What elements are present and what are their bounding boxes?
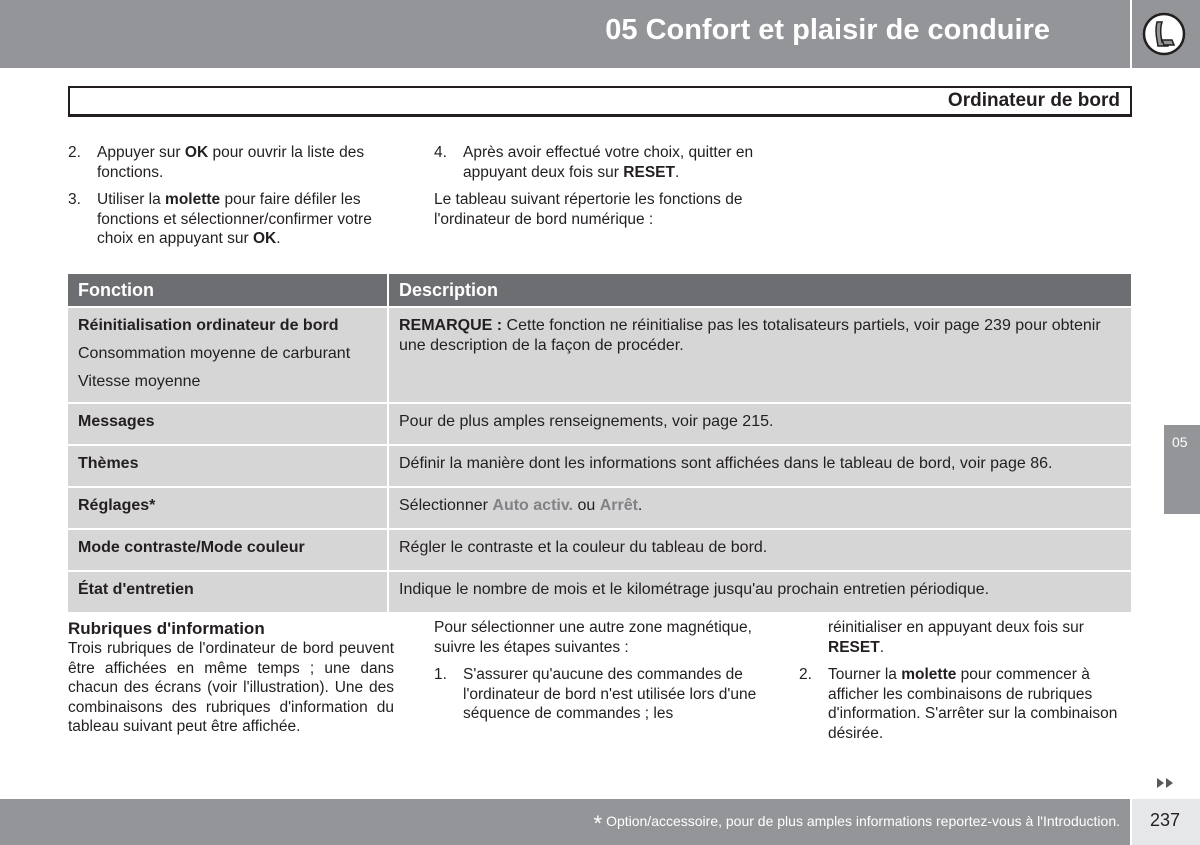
function-cell: Mode contraste/Mode couleur <box>68 529 388 571</box>
table-row <box>68 529 1131 571</box>
step-2-text: Appuyer sur OK pour ouvrir la liste des fonctions. <box>97 144 365 181</box>
column-header-description: Description <box>388 274 1131 307</box>
description-cell <box>388 307 1131 403</box>
rubriques-step-1-text: S'assurer qu'aucune des commandes de l'ordinateur de bord n'est utilisée lors d'une séquence de commandes ; les <box>463 666 757 722</box>
function-cell <box>68 307 388 403</box>
table-row <box>68 307 1131 403</box>
footnote-text: Option/accessoire, pour de plus amples informations reportez-vous à l'Introduction. <box>606 813 1120 829</box>
step-3-number: 3. <box>68 191 81 208</box>
seat-icon <box>1142 12 1186 56</box>
table-header-row <box>68 274 1131 307</box>
function-cell: Thèmes <box>68 445 388 487</box>
page-number-box <box>1132 799 1200 845</box>
table-intro: Le tableau suivant répertorie les fonctions de l'ordinateur de bord numérique : <box>434 191 743 228</box>
footnote-star: * <box>593 811 603 836</box>
function-cell: État d'entretien <box>68 571 388 612</box>
chapter-title: 05 Confort et plaisir de conduire <box>605 14 1050 46</box>
rubriques-intro: Pour sélectionner une autre zone magnétique, suivre les étapes suivantes : <box>434 619 752 656</box>
functions-table <box>68 274 1131 612</box>
option-arret: Arrêt <box>599 497 638 514</box>
table-row <box>68 445 1131 487</box>
option-auto-activ: Auto activ. <box>492 497 573 514</box>
page-number: 237 <box>1150 810 1181 830</box>
step-4-number: 4. <box>434 144 447 161</box>
table-row <box>68 403 1131 445</box>
footer-band <box>0 799 1130 845</box>
rubriques-step-2-number: 2. <box>799 666 812 683</box>
rubriques-body: Trois rubriques de l'ordinateur de bord peuvent être affichées en même temps ; une dans chacun des écrans (voir l'illustration). Une des combinaisons des rubriques d'information du tableau suivant peut être affichée. <box>68 640 394 735</box>
description-cell: Indique le nombre de mois et le kilométrage jusqu'au prochain entretien périodique. <box>388 571 1131 612</box>
header-band <box>0 0 1130 68</box>
function-cell: Réglages* <box>68 487 388 529</box>
chapter-side-tab-label: 05 <box>1172 434 1188 450</box>
step-4-text: Après avoir effectué votre choix, quitter en appuyant deux fois sur RESET. <box>463 144 754 181</box>
column-header-fonction: Fonction <box>68 274 388 307</box>
description-cell: Pour de plus amples renseignements, voir page 215. <box>388 403 1131 445</box>
description-text: Cette fonction ne réinitialise pas les totalisateurs partiels, voir page 239 pour obtenir une description de la façon de procéder. <box>399 317 1101 354</box>
note-label: REMARQUE : <box>399 317 503 334</box>
chapter-side-tab <box>1164 425 1200 514</box>
step-3-text: Utiliser la molette pour faire défiler les fonctions et sélectionner/confirmer votre choix en appuyant sur OK. <box>97 191 372 247</box>
description-cell: Sélectionner Auto activ. ou Arrêt. <box>388 487 1131 529</box>
footnote <box>594 811 1121 837</box>
description-cell: Régler le contraste et la couleur du tableau de bord. <box>388 529 1131 571</box>
rubriques-step-1-number: 1. <box>434 666 447 683</box>
description-cell: Définir la manière dont les informations sont affichées dans le tableau de bord, voir page 86. <box>388 445 1131 487</box>
section-title: Ordinateur de bord <box>947 90 1120 111</box>
table-row <box>68 571 1131 612</box>
rubriques-step-1-continued: réinitialiser en appuyant deux fois sur RESET. <box>828 619 1084 656</box>
chapter-icon-box <box>1132 0 1200 68</box>
section-header <box>68 86 1132 117</box>
step-2-number: 2. <box>68 144 81 161</box>
function-cell: Messages <box>68 403 388 445</box>
function-sub-item: Consommation moyenne de carburant <box>78 345 351 362</box>
function-name: Réinitialisation ordinateur de bord <box>78 317 339 334</box>
continue-arrows-icon <box>1157 777 1177 789</box>
function-sub-item: Vitesse moyenne <box>78 373 201 390</box>
rubriques-heading: Rubriques d'information <box>68 619 265 638</box>
rubriques-step-2-text: Tourner la molette pour commencer à afficher les combinaisons de rubriques d'information. S'arrêter sur la combinaison désirée. <box>828 666 1118 742</box>
table-row <box>68 487 1131 529</box>
